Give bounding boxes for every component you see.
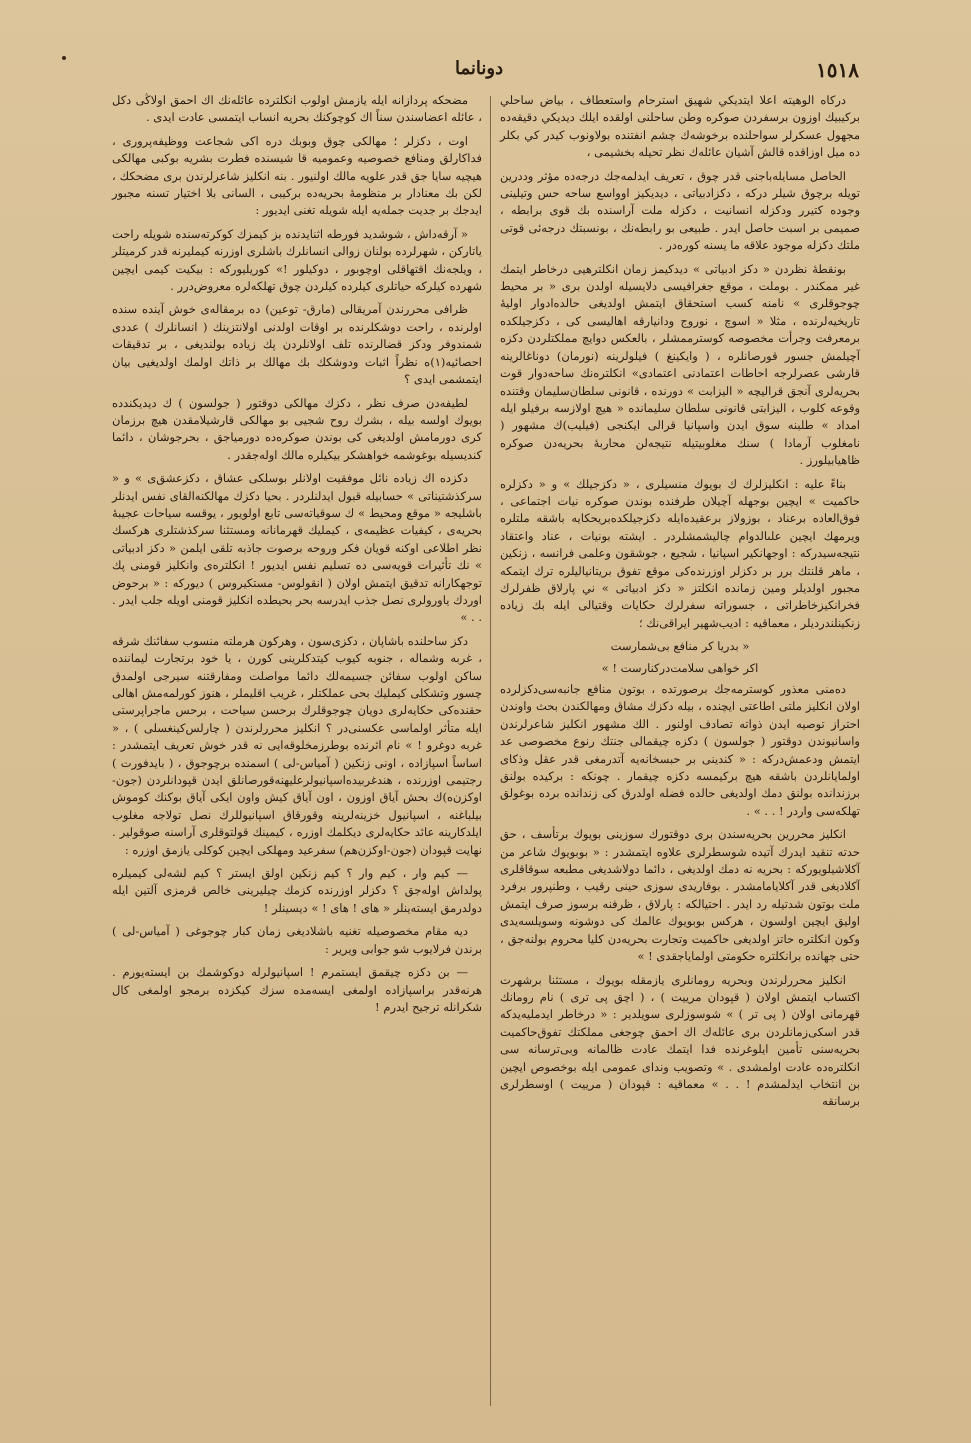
paragraph: مضحكه پردازانه ايله يازمش اولوب انكلترده عائله‌نك اك احمق اولاڭى دكل ، عائله اعضاسندن سناً اك كوچوكنك بحريه انساب ايتمسى عادت ايدى . [112,93,482,125]
paragraph: ظرافى محررندن آمريقالى (مارق- توعين) ده برمقاله‌ى خوش آينده سنده اولرنده ، راحت دوشكلرنده بر اوقات اولدنى اولانتزينك ( انسانلرك ) عددى شمندوفر ودكز قضالرنده تلف اولانلردن پك زياده بولنديغى ، بر تدقيقات احصائيه(١)‌ه نظراً اثبات ودوشكك بك مهالك بر ذاتك اولمك اولديغيى بيان ايتمشمى ايدى ؟ [112,302,482,387]
paragraph: الحاصل مسايله‌باجنى قدر چوق ، تعريف ايدلمه‌جك درجه‌ده مؤثر وددرين تويله برچوق شيلر دركه ، دكزادبياتى ، ديديكيز اوواسع ساحه حس وتيلينى وجوده كتيرر ودكزله انسانيت ، دكزله ملت آراسنده بك قوى برابطه ، صميمى بر اسبت حاصل ايدر . طبيعى بو رابطه‌نك ، بونسبتك درجه‌ئى قوتى ملتك دكزله موجود علاقه ما يسنه كوره‌در . [500,168,860,253]
verse-line: اكر خواهى سلامت‌دركنارست ! » [601,660,759,675]
page-number: ١٥١٨ [816,58,859,82]
column-divider [490,96,491,1406]
paragraph: اوت ، دكزلر ؛ مهالكى چوق وبوبك دره اكى شجاعت ووظيفه‌پرورى ، فداكارلق ومنافع خصوصيه وعموميه قا شيسنده فطرت بشريه بوكبى مهالكى هيچيه سايا جق قدر علويه مالك اولنيور . بنه انكليز شاعرلرندن برى مضحكك ، لكن بك معنادار بر منظومهٔ بحريه‌ده بركيبى ، السانى بلا اختيار تسنه مجبور ايدجك بر جديت جمله‌يه ايله شويله تغنى ايديور : [112,133,482,218]
paragraph: انكليز محررين بحريه‌سندن برى دوقتورك سوزينى بويوك برتأسف ، حق حدته تنقيد ايدرك آتيده شوسطرلرى علاوه ايتمشدر : « بوبويوك شاعر من آكلاشيلويوركه : بحريه نه دمك اولديغى ، دائما دولاشديغى مطبعه سوقاقلرى آكلاديغى قدر آكلايامامشدر . بوفاريدى سوزى حينى رقيب ، وطنپرور برفرد ملت بوتون شدتيله رد ايدر . احتيالكه : پارلاق ، ظرفنه برسوز صرف ايتمش اوليق ايچين اولسون ، هركس بوبويوك عالمك كى دوشونه وسويلسه‌يدى وكون انكلتره حاتز اولديغى حاكميت وتجارت بحريه‌دن كليا محروم بولنه‌جق ، حتى جهانده برانكلتره حكومتى اولماياجقدى ! » [500,827,860,964]
paragraph: ده‌منى معذور كوسترمه‌جك برصورتده ، بوتون منافع جانبه‌سى‌دكزلرده اولان انكليز ملتى اطاعتى ايچنده ، بيله دكزك مشاق ومهالكندن بحث واوندن احتراز توصيه ايدن ذواته تصادف اولنور . الك مشهور انكليز شاعرلرندن واسانيوندن دوقتور ( جولسون ) دكزه چيقمالى جنتك رنوع مخصوصى عد ايتمش ودعمش‌دركه : « كندينى بر حبسخانه‌يه آتدرمغى قدر عقل وذكا‌ى اولمايانلردن باشقه هيچ بركيمسه دكزه چيقمار . چونكه : بركيده بولنق برزندانده بولنق دمك اولديغى حالده فضله اولدرق كى زندانده برده بوغولق تهلكه‌سى واردر ! . . » . [500,682,860,818]
right-column [500,92,860,1402]
running-title: دونانما [455,58,504,79]
verse-line: « بدريا كر منافع بى‌شمارست [610,639,750,654]
paragraph: بناءً عليه : انكليزلرك ك بويوك منسيلری ، « دكزجيلك » و « دكزلره حاكميت » ايچين بوجهله آچيلان طرفنده بوندن صوكره نيات اجتماعى ، فوق‌العاده برعناد ، بوزولاز برعقيده‌ايله دكزجيلكده‌بريحكايه باشقه ملتلره ويرمهك ايچين علىالدوام چاليشمشلردر . ايشته بونيات ، عناد واعتقاد نتيجه‌سيدركه : اوجهانكير اسپانيا ، شجيع ، جوشقون وعلمى فرانسه ، زنكين ، ماهر قلنتك برر بر دكزلر اوزرنده‌كى موقع تفوق بريتانياليلره ترك ايتمكه مجبور اولديلر ومين زمانده انكلتز « دكز ادبياتى » ني پارلاق ظفرلرك فخرانكيز‌خاطراتى ، جسوراته سفرلرك حكايات وقتيالى ايله بك زياده زنكينلندرديلر ، معماقيه : اديب‌شهير ايراقى‌نك ؛ [500,476,860,630]
left-column [112,92,482,1417]
paragraph: دكز ساحلنده باشاپان ، دكزى‌سون ، وهركون هرملته منسوب سفائنك شرقه ، غربه وشماله ، جنوبه كيوب كيتدكلرينى كورن ، يا خود برتجارت ليماننده ساكن اولوب سفائن جسيمه‌لك دائما مواصلت ومفارقتنه سيرجى اولمدق چسور وتشكلى كيمليك بحى عملكتلر ، غريب اقليملر ، هنوز كورلمه‌مش اهالى حقنده‌كى حكايه‌لرى دويان چوجوقلرك برحسن سياحت ، برحس ماجراپرستى ايله متأثر اولماسى عكسنى‌در ؟ انكليز محررلرندن ( چارلس‌كينغسلى ) ، « غربه دوغرو ! » نام اثرنده بوطرزمخلوقه‌ايى نه قدر خوش تعريف ايتمشدر : اساساً اسپازاده ، اونى زنكين ( آمیاس-لى ) اسمنده برچوجوق ، ( بايدفورت ) رجتيمى اوزرنده ، هندغربيده‌اسپانيولرعليهنه‌قورصانلق ايدن قپودانلردن (جون-اوكزن‌ه)ك بحش آياق اوزون ، اون آياق كيش واون ايكى آياق بوكنك كوموش بيلباغنه ، اسپانيول خزينه‌لرينه وقورقاق اسپانيوللرك نصل تولاجه مغلوب ايلدكارينه عائد حكايه‌لرى ديكلمك اوزره ، كيمينك قولتوقلرى آراسنه صوقولير . نهايت قپودان (جون-اوكزن‌هم) سفرعيد ومهلكى ايچين كوكلى يازمق اوزره : [112,633,482,857]
paragraph: « آرقه‌داش ، شوشديد فورطه اثنايدنده بز كيمزك كوكرته‌سنده شويله راحت ياتاركن ، شهرلرده بولنان زوالى انسانلرك باشلرى اوزرنه كيمليرنه قدر كرميتلر ، ويلجه‌نك اقتهاقلى اوچوبور ، دوكيلور !» كوريليوركه : بيكيت كيمى ايچين شهرده كيلركه حياتلرى كيلرده كيلردن چوق تهلكه‌لره معروض‌درر . [112,226,482,294]
paragraph: انكليز محررلرندن وبحريه رومانلرى يازمقله بويوك ، مستثنا برشهرت اكتساب ايتمش اولان ( قپودان مرييت ) ، ( اچق پى ترى ) نام رومانك قهرمانى اولان ( پى تر ) » شوسوزلرى سويلدير : « درخاطر ايدمليه‌يدكه قدر اسكى‌زمانلردن برى عائله‌ك اك احمق چوجغى مملكتك تفوق‌حاكميت بحريه‌سنى تأمين ايلوغرنده فدا ايتمك عادت ظالمانه وبى‌ترسانه سى انكلتره‌ده عادت اولمشدى . » وتصويب وندای عمومى ايله بوخصوص ايچين بن انتخاب ايدلمشدم ! . . » معماقيه : قپودان ( مرييت ) اوسطرلرى برسانقه‌ [500,972,860,1109]
paragraph: بونقطهٔ نظردن « دكز ادبياتى » ديدكيمز زمان انكلترهيى درخاطر ايتمك غير ممكندر . بوملت ، موقع جغرافيسى دلايسيله اولدن برى « بر محيط چوجوقلرى » نامنه كسب استحقاق ايتمش اولديغى حالده‌ادوار اولیهٔ تاريخيه‌لرنده ، مثلا « اسوچ ، نوروج ودانيارقه اهاليسى كى ، دكزجيلكده برمعرفت وجرأت مخصوصه كوسترممشلر ، بالعكس دوايچ مملكتلردن دكزه آچيلمش جسور قورصانلره ، ( وایكینغ ) فيلولرينه (نورمان) دوناغالرينه قارشى عصرلرجه احاطات اعتمادنى اعتمادى» انكلتره‌نك ساحه‌دوار قوت بحريه‌لرى آنجق قراليچه « اليزابت » دورنده ، قانونى سلطان‌سليمان وقتنده وقوعه كلوب ، اليزابتى قانونى سلطان سليمانده « هيچ اولازسه برفيلو ايله امداد » طلبنه سوق ايدن واسپانيا قرالى ايكنجى (فيليب)‌ك مشهور ( نامغلوب آرمادا ) سنك مغلوبيتيله نتيجه‌لن محاربهٔ بحريه‌دن صوكره ظاهيابيلورز . [500,261,860,468]
paragraph: ديه مقام مخصوصيله تغنيه باشلاديغى زمان كبار چوجوغى ( آمیاس-لى ) برندن فرلايوب شو جوابى ويرير : [112,924,482,956]
paragraph: دكزده اك زياده نائل موفقيت اولانلر بوسلكى عشاق ، دكزعشق‌ى » و « سركذشتيناتى » حسابيله قبول ايدلنلردر . بحيا دكزك مهالكنه‌القاى نفس ايدنلر باشليجه « موقع ومحيط » ك سوقياته‌سى تابع اولويور ، يوقسه سياحات عجيبهٔ بحريه‌ى ، كيفيات عظيمه‌ى ، كيمليك قهرمانانه ومستثنا سركذشتلرى هركسك نظر اطلاعى اوكنه قويان فكر وروحه برصوت جاذبه تلقى ايلمن « دكز ادبياتى » نك تأثيرات قويه‌سى ده تسليم نفس ايديور ! انكلتره‌ى وانكليز قومنى پك توجهكارانه تدقيق ايتمش اولان ( انقولوس- مستكيروس ) ديوركه : « برحوض اوردك ياورولرى نصل جذب ايدرسه بحر بحيطده انكليز قومنى اويله جلب ايدر . . . » [112,471,482,625]
paragraph: — كيم وار ، كيم وار ؟ كيم زنكين اولق ايستر ؟ كيم لشه‌لى كيميلره پولداش اوله‌جق ؟ دكزلر اوزرنده كزمك چيليرينى خالص قرمزى آلتين ايله دولدرمق ايسته‌ينلر « هاى ! هاى ! » ديسينلر ! [112,866,482,915]
paragraph: — بن دكزه چيقمق ايستمرم ! اسپانيولرله دوكوشمك بن ايسته‌يورم . هرنه‌قدر براسپازاده اولمغى ايسه‌مده سزك كيكزده برمجو اولمغى كال شكرانله ترجيح ايدرم ! [112,965,482,1014]
paragraph: دركاه الوهيته اعلا ايتديكي شهيق استرحام واستعطاف ، بياض ساحلي بركيبيك اوزون برسفردن صوكره وطن ساحلنى اولقده ايلك ديديكي دقيقه‌ده مجهول عسكرلر سواحلنده برخوشه‌ك چشم انفتنده بولاونوب كيدر كي بكلر ده ميل اوزاقده قالش آشيان عائله‌ك نظر تحيله بخشيمى ، [500,93,860,160]
paragraph: لطيفه‌دن صرف نظر ، دكزك مهالكى دوقتور ( جولسون ) ك ديديكندده بويوك اولسه بيله ، بشرك روح شجيى بو مهالكى قارشيلامقدن هيچ برزمان كرى دورمامش اولديغى كى بوندن صوكره‌ده دورمياجق ، بحرجوشان ، دائما كنديسيله بوغوشمه خواهشكر بيكيلره مالك اوله‌جقدر . [112,395,482,462]
page-header [0,52,971,92]
